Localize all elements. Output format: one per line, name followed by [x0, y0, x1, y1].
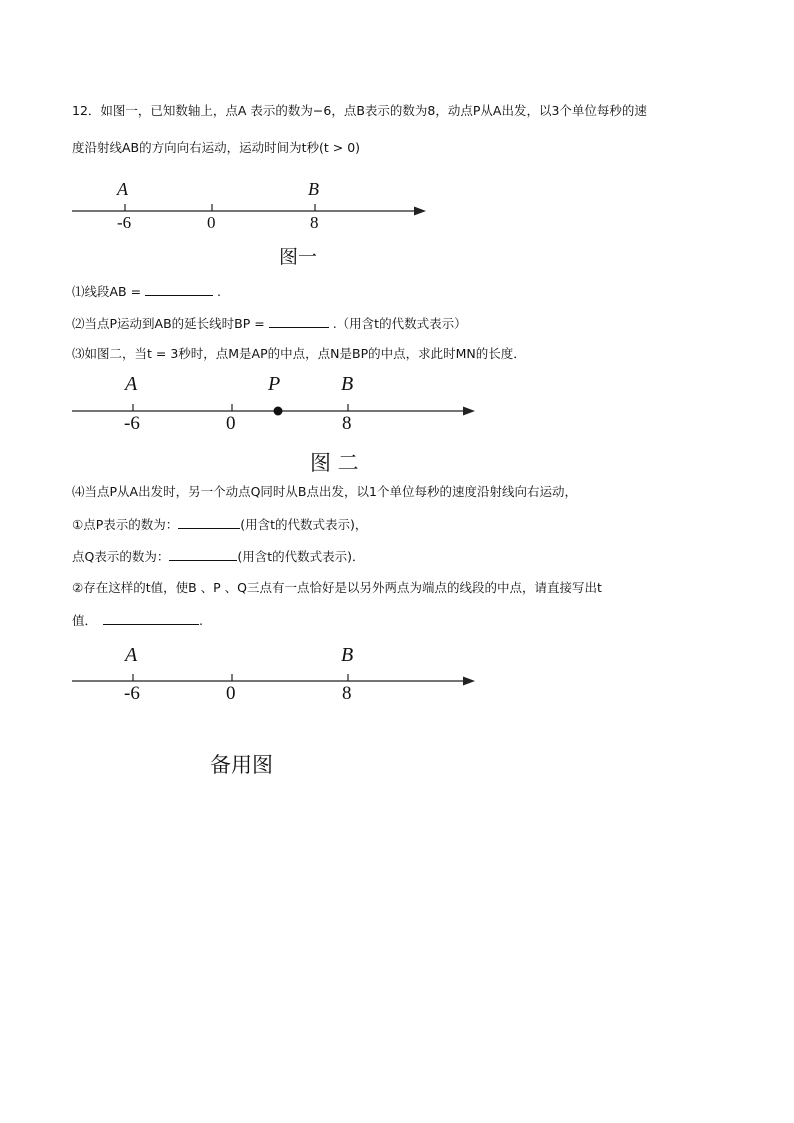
- fig2-caption: 图 二: [310, 451, 359, 475]
- fig2-point-p-label: P: [268, 373, 281, 395]
- fig2-point-b-label: B: [341, 373, 354, 395]
- question-4: ⑷当点P从A出发时，另一个动点Q同时从B点出发，以1个单位每秒的速度沿射线向右运动，: [72, 484, 577, 499]
- q1-prefix: ⑴线段AB =: [72, 284, 142, 299]
- fig3-tick-b: 8: [342, 683, 352, 704]
- q4-1-suffix: (用含t的代数式表示)，: [240, 517, 368, 532]
- q4-2-suffix: .: [199, 613, 203, 628]
- problem-intro-line1: 12．如图一，已知数轴上，点A 表示的数为−6，点B表示的数为8，动点P从A出发，以3个单位每秒的速: [72, 103, 647, 118]
- fig1-point-b-label: B: [308, 179, 319, 199]
- q4-1-prefix: ①点P表示的数为：: [72, 517, 179, 532]
- fig3-tick-a: -6: [124, 683, 140, 704]
- fig2-tick-b: 8: [342, 413, 352, 434]
- fig1-tick-o: 0: [207, 213, 216, 232]
- q4-1b-suffix: (用含t的代数式表示)．: [237, 549, 365, 564]
- q4-2-prefix: 值．: [72, 613, 98, 628]
- fig3-point-b-label: B: [341, 644, 354, 666]
- fig1-tick-b: 8: [310, 213, 319, 232]
- fig2-tick-a: -6: [124, 413, 140, 434]
- fig3-tick-o: 0: [226, 683, 236, 704]
- fig2-tick-o: 0: [226, 413, 236, 434]
- question-3: ⑶如图二，当t = 3秒时，点M是AP的中点，点N是BP的中点，求此时MN的长度．: [72, 346, 526, 361]
- fig1-caption: 图一: [279, 246, 318, 268]
- fig2-point-a-label: A: [125, 373, 138, 395]
- question-4-2-line1: ②存在这样的t值，使B 、P 、Q三点有一点恰好是以另外两点为端点的线段的中点，请直接写出t: [72, 580, 602, 595]
- fig3-point-a-label: A: [125, 644, 138, 666]
- fig1-tick-a: -6: [117, 213, 132, 232]
- q2-prefix: ⑵当点P运动到AB的延长线时BP =: [72, 316, 265, 331]
- problem-intro-line2: 度沿射线AB的方向向右运动，运动时间为t秒(t > 0): [72, 140, 361, 155]
- fig3-caption: 备用图: [210, 753, 273, 777]
- q1-suffix: .: [217, 284, 222, 299]
- fig1-point-a-label: A: [117, 179, 128, 199]
- q2-suffix: .（用含t的代数式表示）: [332, 316, 467, 331]
- q4-1b-prefix: 点Q表示的数为：: [72, 549, 170, 564]
